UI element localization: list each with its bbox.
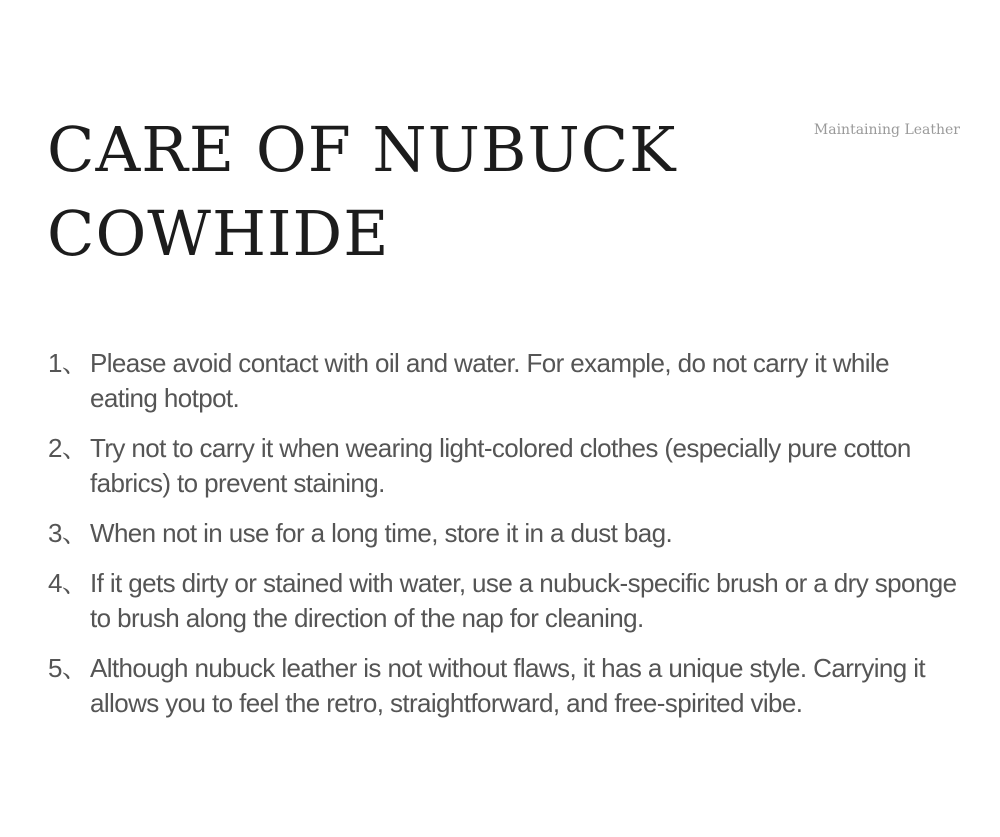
list-item [48, 516, 958, 551]
item-text: When not in use for a long time, store it in a dust bag. [90, 518, 673, 548]
list-item [48, 566, 958, 636]
item-number: 3、 [48, 518, 88, 548]
item-text: Try not to carry it when wearing light-colored clothes (especially pure cotton fabrics) to prevent staining. [90, 433, 911, 498]
item-number: 1、 [48, 348, 88, 378]
title-line-2: COWHIDE [47, 197, 390, 270]
item-text: If it gets dirty or stained with water, use a nubuck-specific brush or a dry sponge to brush along the direction of the nap for cleaning. [90, 568, 957, 633]
item-number: 2、 [48, 433, 88, 463]
page-title [47, 108, 687, 276]
list-item [48, 651, 958, 721]
title-line-1: CARE OF NUBUCK [47, 113, 677, 186]
item-number: 4、 [48, 568, 88, 598]
item-text: Please avoid contact with oil and water. For example, do not carry it while eating hotpot. [90, 348, 889, 413]
item-number: 5、 [48, 653, 88, 683]
list-item [48, 346, 958, 416]
item-text: Although nubuck leather is not without flaws, it has a unique style. Carrying it allows you to feel the retro, straightforward, and free-spirited vibe. [90, 653, 926, 718]
section-tag: Maintaining Leather [813, 122, 960, 138]
list-item [48, 431, 958, 501]
care-instructions-list [48, 346, 958, 736]
